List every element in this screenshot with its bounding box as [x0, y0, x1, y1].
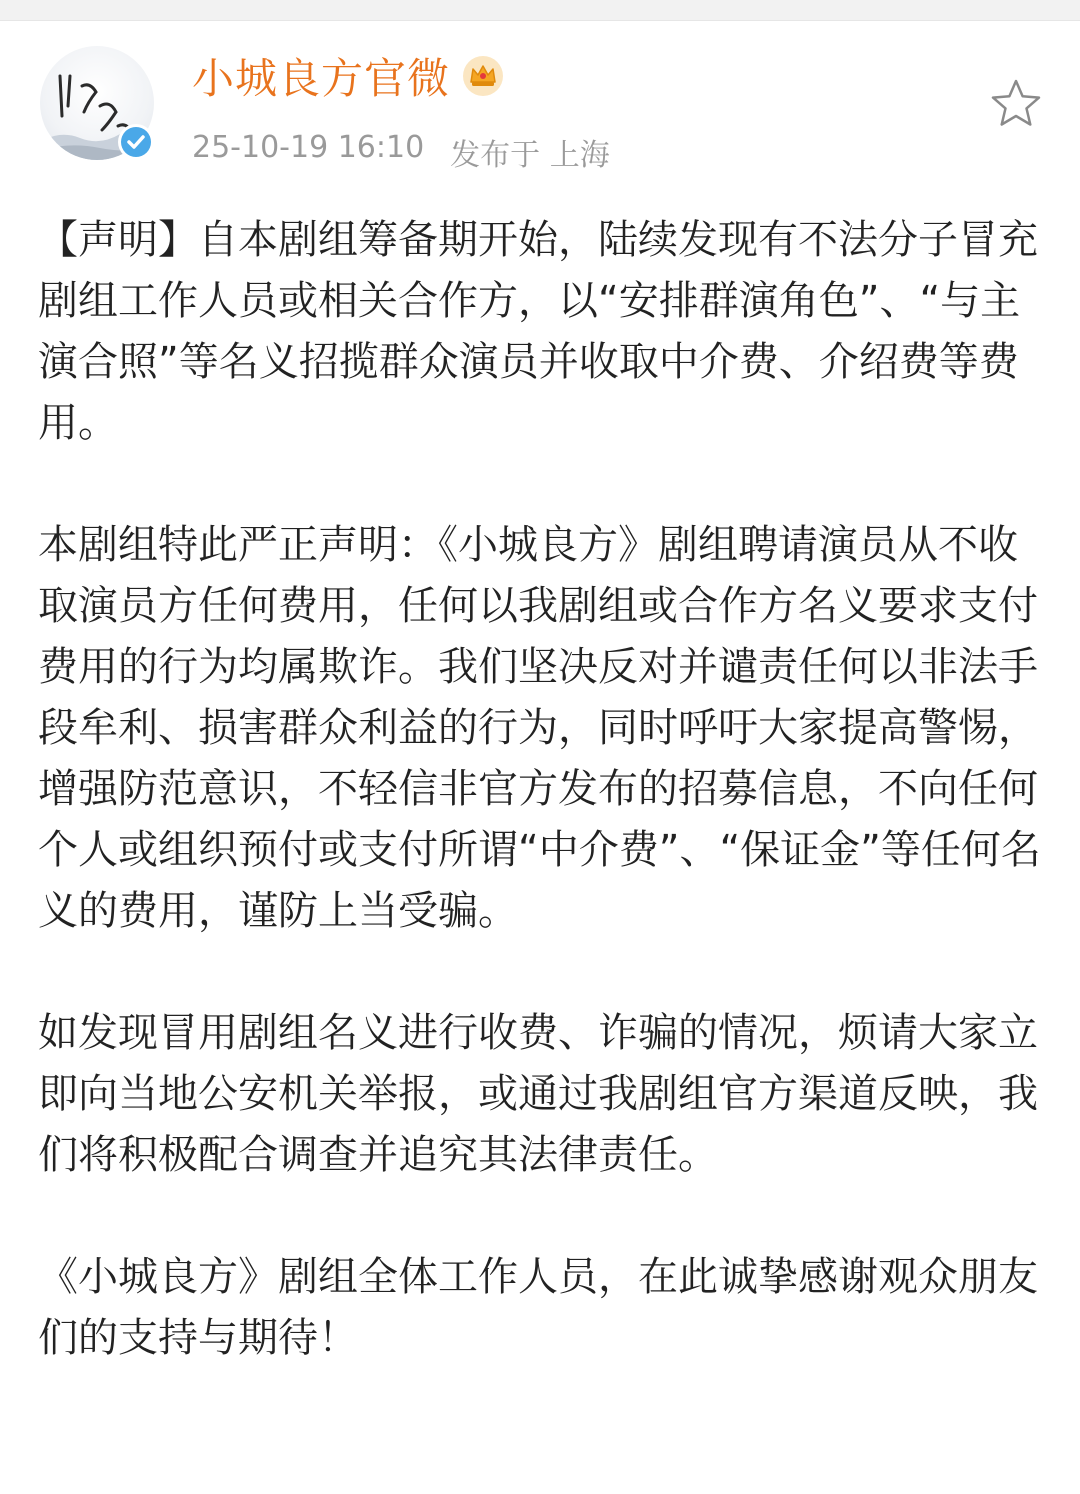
verified-badge-icon — [118, 124, 154, 160]
author-row — [192, 46, 504, 106]
post-paragraph: 如发现冒用剧组名义进行收费、诈骗的情况，烦请大家立即向当地公安机关举报，或通过我剧组官方渠道反映，我们将积极配合调查并追究其法律责任。 — [38, 1010, 1038, 1178]
post-timestamp: 25-10-19 16:10 — [192, 130, 425, 165]
avatar-text: 小城良方 — [97, 104, 101, 105]
status-strip — [0, 0, 1080, 21]
post-body — [38, 210, 1048, 1369]
post-paragraph: 《小城良方》剧组全体工作人员，在此诚挚感谢观众朋友们的支持与期待！ — [38, 1254, 1038, 1361]
post-meta — [192, 130, 610, 174]
post-paragraph: 【声明】自本剧组筹备期开始，陆续发现有不法分子冒充剧组工作人员或相关合作方，以“安排群演角色”、“与主演合照”等名义招揽群众演员并收取中介费、介绍费等费用。 — [38, 217, 1038, 446]
post-location: 发布于 上海 — [450, 138, 610, 173]
crown-icon — [462, 55, 504, 97]
star-icon[interactable] — [988, 76, 1044, 132]
author-name[interactable]: 小城良方官微 — [192, 54, 451, 103]
post-paragraph: 本剧组特此严正声明：《小城良方》剧组聘请演员从不收取演员方任何费用，任何以我剧组或合作方名义要求支付费用的行为均属欺诈。我们坚决反对并谴责任何以非法手段牟利、损害群众利益的行为，同时呼吁大家提高警惕，增强防范意识，不轻信非官方发布的招募信息，不向任何个人或组织预付或支付所谓“中介费”、“保证金”等任何名义的费用，谨防上当受骗。 — [38, 522, 1041, 934]
